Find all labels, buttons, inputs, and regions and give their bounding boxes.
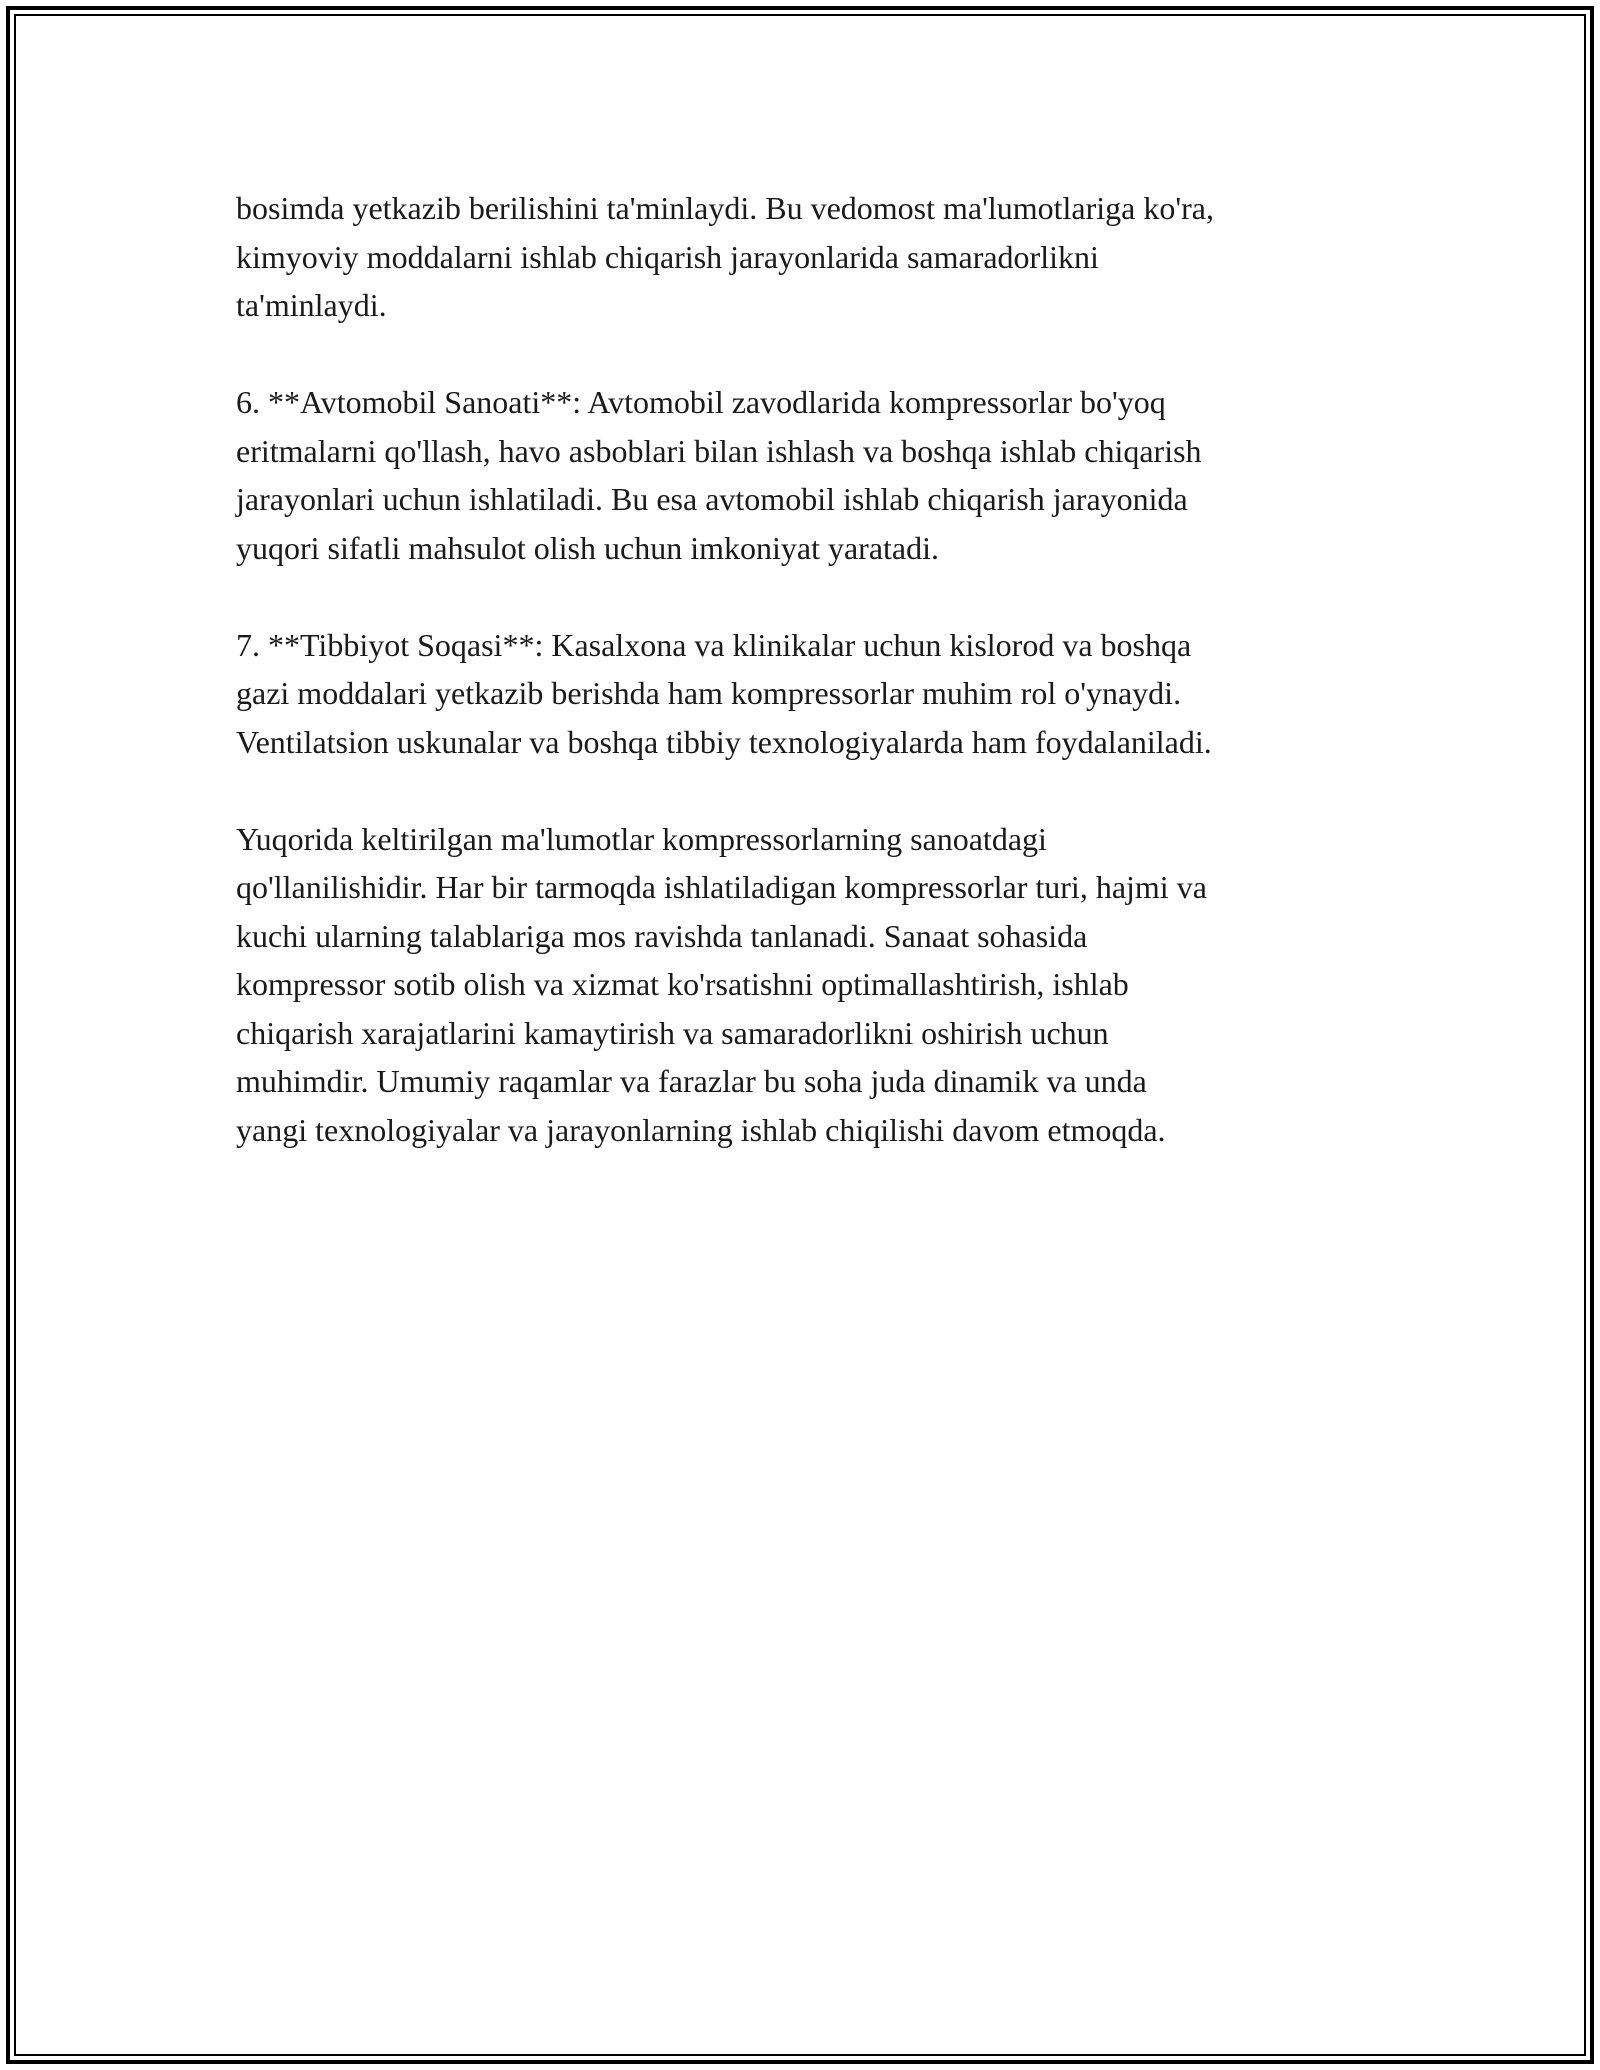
text-line: yuqori sifatli mahsulot olish uchun imkoniyat yaratadi. — [236, 529, 939, 566]
text-line: chiqarish xarajatlarini kamaytirish va samaradorlikni oshirish uchun — [236, 1014, 1109, 1051]
paragraph-item-7 — [236, 621, 1376, 767]
text-line: kimyoviy moddalarni ishlab chiqarish jarayonlarida samaradorlikni — [236, 238, 1099, 275]
text-line: bosimda yetkazib berilishini ta'minlaydi. Bu vedomost ma'lumotlariga ko'ra, — [236, 190, 1214, 226]
text-line: eritmalarni qo'llash, havo asboblari bilan ishlash va boshqa ishlab chiqarish — [236, 432, 1202, 469]
text-line: kompressor sotib olish va xizmat ko'rsatishni optimallashtirish, ishlab — [236, 966, 1129, 1002]
text-line: ta'minlaydi. — [236, 287, 387, 323]
text-line: 7. **Tibbiyot Soqasi**: Kasalxona va klinikalar uchun kislorod va boshqa — [236, 626, 1192, 663]
text-line: 6. **Avtomobil Sanoati**: Avtomobil zavodlarida kompressorlar bo'yoq — [236, 384, 1166, 420]
paragraph-continuation — [236, 184, 1376, 330]
document-body — [236, 184, 1376, 1203]
paragraph-conclusion — [236, 815, 1376, 1155]
text-line: muhimdir. Umumiy raqamlar va farazlar bu soha juda dinamik va unda — [236, 1063, 1147, 1099]
text-line: yangi texnologiyalar va jarayonlarning ishlab chiqilishi davom etmoqda. — [236, 1111, 1166, 1148]
text-line: kuchi ularning talablariga mos ravishda tanlanadi. Sanaat sohasida — [236, 917, 1088, 954]
paragraph-item-6 — [236, 378, 1376, 572]
text-line: gazi moddalari yetkazib berishda ham kompressorlar muhim rol o'ynaydi. — [236, 675, 1182, 711]
text-line: Ventilatsion uskunalar va boshqa tibbiy texnologiyalarda ham foydalaniladi. — [236, 723, 1212, 760]
text-line: qo'llanilishidir. Har bir tarmoqda ishlatiladigan kompressorlar turi, hajmi va — [236, 869, 1207, 905]
text-line: jarayonlari uchun ishlatiladi. Bu esa avtomobil ishlab chiqarish jarayonida — [236, 481, 1188, 517]
text-line: Yuqorida keltirilgan ma'lumotlar kompressorlarning sanoatdagi — [236, 820, 1047, 857]
